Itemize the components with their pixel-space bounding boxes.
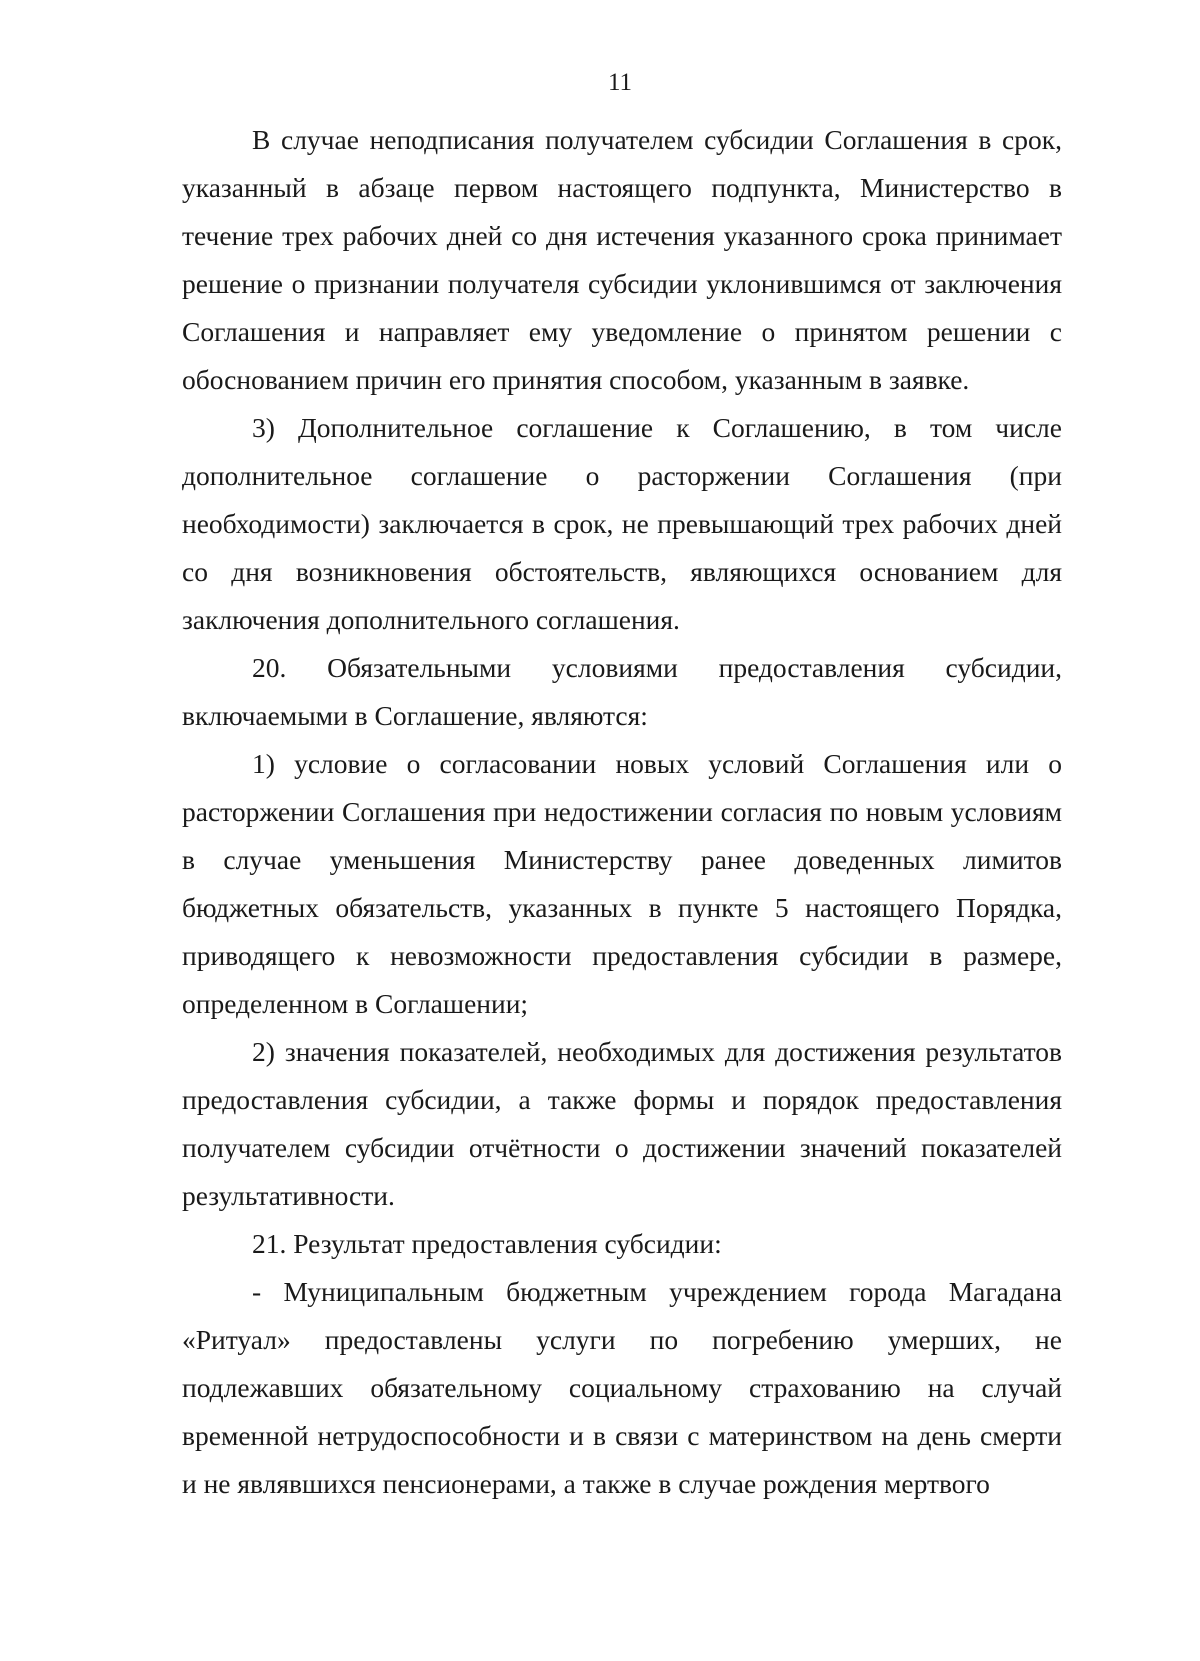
paragraph-additional-agreement: 3) Дополнительное соглашение к Соглашению, в том числе дополнительное соглашение о расторжении Соглашения (при необходимости) заключается в срок, не превышающий трех рабочих дней со дня возникновения обстоятельств, являющихся основанием для заключения дополнительного соглашения. xyxy=(182,412,1062,635)
paragraph-item-21: 21. Результат предоставления субсидии: xyxy=(252,1228,722,1259)
paragraph-item-20: 20. Обязательными условиями предоставления субсидии, включаемыми в Соглашение, являются: xyxy=(182,652,1062,731)
paragraph-result: - Муниципальным бюджетным учреждением города Магадана «Ритуал» предоставлены услуги по погребению умерших, не подлежавших обязательному социальному страхованию на случай временной нетрудоспособности и в связи с материнством на день смерти и не являвшихся пенсионерами, а также в случае рождения мертвого xyxy=(182,1276,1062,1499)
paragraph-condition-1: 1) условие о согласовании новых условий Соглашения или о расторжении Соглашения при недостижении согласия по новым условиям в случае уменьшения Министерству ранее доведенных лимитов бюджетных обязательств, указанных в пункте 5 настоящего Порядка, приводящего к невозможности предоставления субсидии в размере, определенном в Соглашении; xyxy=(182,748,1062,1019)
document-body xyxy=(182,116,1062,1508)
paragraph-condition-2: 2) значения показателей, необходимых для достижения результатов предоставления субсидии, а также формы и порядок предоставления получателем субсидии отчётности о достижении значений показателей результативности. xyxy=(182,1036,1062,1211)
page-number: 11 xyxy=(607,69,633,96)
paragraph-non-signing: В случае неподписания получателем субсидии Соглашения в срок, указанный в абзаце первом настоящего подпункта, Министерство в течение трех рабочих дней со дня истечения указанного срока принимает решение о признании получателя субсидии уклонившимся от заключения Соглашения и направляет ему уведомление о принятом решении с обоснованием причин его принятия способом, указанным в заявке. xyxy=(182,124,1062,395)
